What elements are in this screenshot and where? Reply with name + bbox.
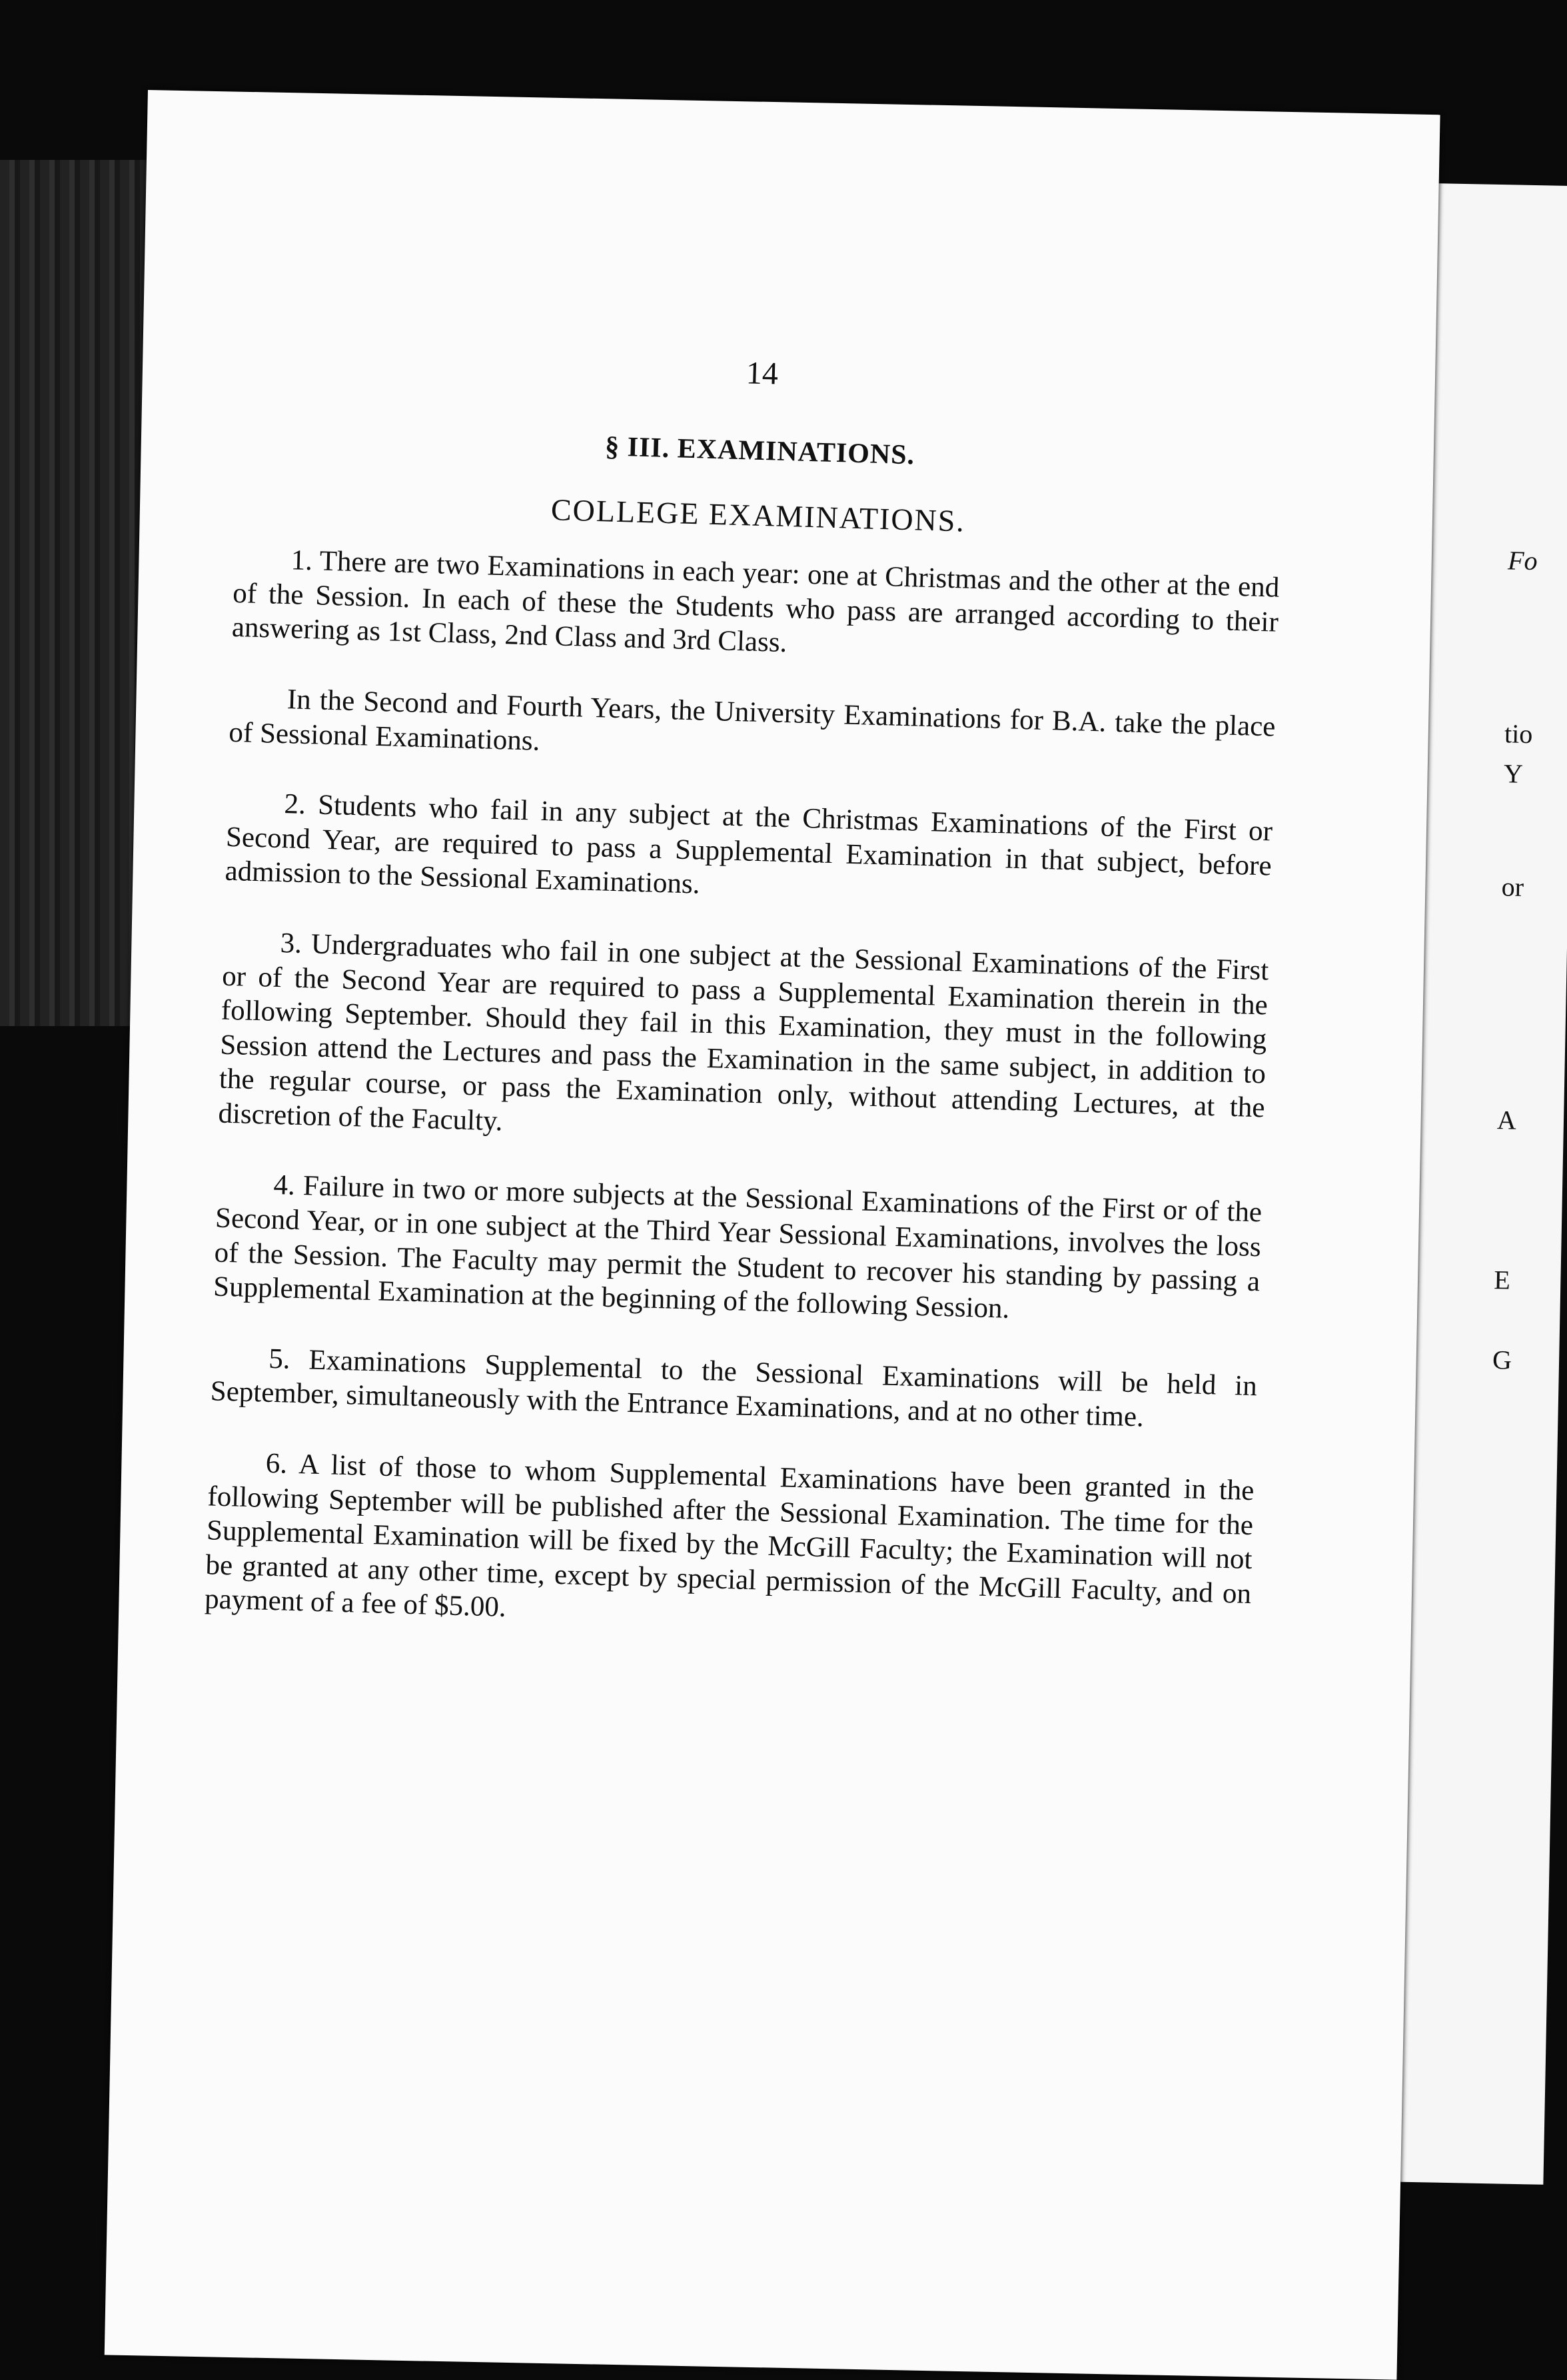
facing-page-fragment: tio: [1504, 718, 1533, 750]
page-number: 14: [746, 355, 779, 392]
page-text: [203, 340, 1285, 1682]
facing-page-fragment: A: [1496, 1105, 1517, 1135]
facing-page-fragment: Fo: [1507, 545, 1538, 576]
paragraph: 6. A list of those to whom Supplemental Examinations have been granted in the following September will be published after the Sessional Examination. The time for the Supplemental Examination will be fixed by the McGill Faculty; the Examination will not be granted at any other time, except by special permission of the McGill Faculty, and on payment of a fee of $5.00.: [204, 1447, 1255, 1624]
facing-page-fragment: Y: [1503, 758, 1524, 789]
paragraph: 5. Examinations Supplemental to the Sessional Examinations will be held in September, simultaneously with the Entrance Examinations, and at no other time.: [210, 1343, 1258, 1433]
paragraph: 2. Students who fail in any subject at the Christmas Examinations of the First or Second Year, are required to pass a Supplemental Examination in that subject, before admission to the Sessional Examinations.: [225, 788, 1273, 900]
facing-page-fragment: G: [1492, 1345, 1512, 1375]
facing-page-fragment: E: [1493, 1265, 1511, 1295]
facing-page-fragment: or: [1501, 872, 1524, 902]
paragraph: 4. Failure in two or more subjects at the Sessional Examinations of the First or of the Second Year, or in one subject at the Third Year Sessional Examinations, involves the loss of the Session. The Faculty may permit the Student to recover his standing by passing a Supplemental Examination at the beginning of the following Session.: [213, 1169, 1263, 1325]
paragraph: 1. There are two Examinations in each year: one at Christmas and the other at the end of the Session. In each of these the Students who pass are arranged according to their answering as 1st Class, 2nd Class and 3rd Class.: [231, 544, 1280, 659]
paragraph: In the Second and Fourth Years, the University Examinations for B.A. take the place of Sessional Examinations.: [228, 684, 1277, 757]
paragraph: 3. Undergraduates who fail in one subject at the Sessional Examinations of the First or of the Second Year are required to pass a Supplemental Examination therein in the following September. Should they fail in this Examination, they must in the following Session attend the Lectures and pass the Examination in the same subject, in addition to the regular course, or pass the Examination only, without attending Lectures, at the discretion of the Faculty.: [217, 927, 1269, 1137]
section-heading: § III. EXAMINATIONS.: [604, 430, 915, 470]
subheading: COLLEGE EXAMINATIONS.: [550, 492, 966, 538]
